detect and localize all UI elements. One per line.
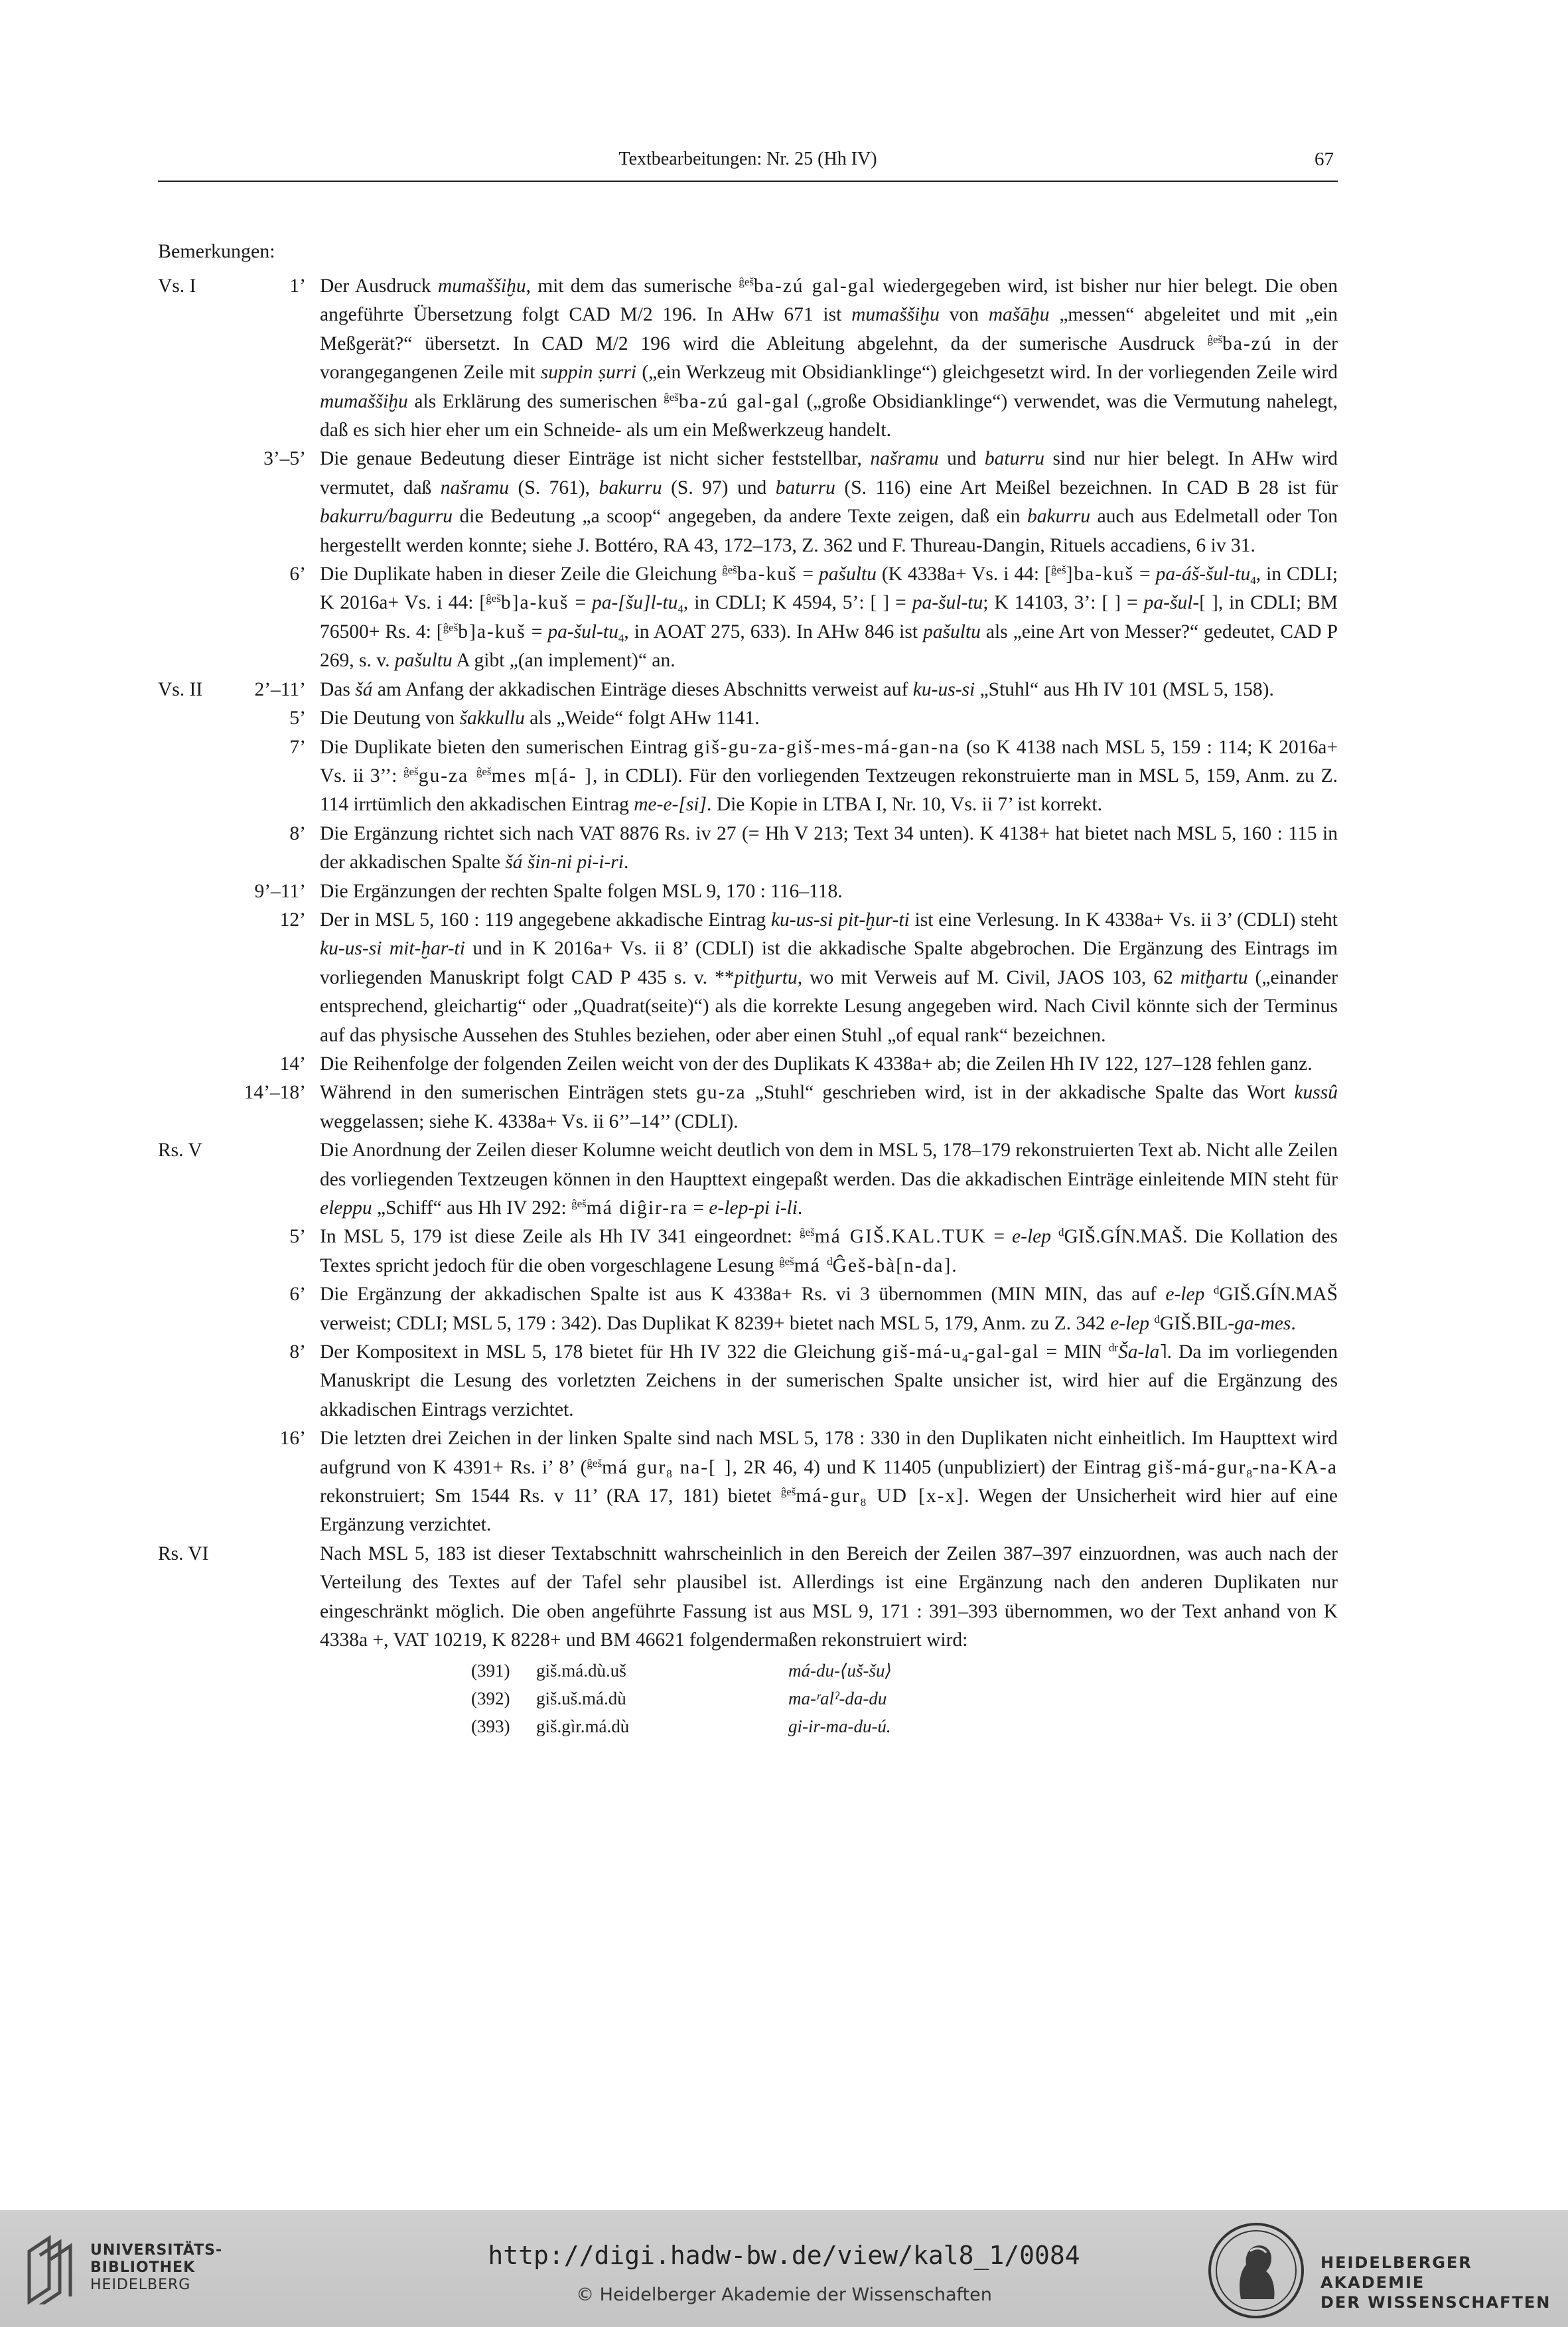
sumerian-term: na-[ ] <box>672 1456 733 1478</box>
text-run: sind nur hier belegt. In AHw wird vermutet, daß <box>320 448 1338 498</box>
remarks-heading: Bemerkungen: <box>158 240 275 262</box>
determinative: ĝeš <box>739 275 754 288</box>
sign-index: 4 <box>962 1352 968 1365</box>
text-run: A gibt „(an implement)“ an. <box>452 650 676 672</box>
academy-name <box>1320 2253 1568 2312</box>
commentary-entry <box>158 1079 1338 1136</box>
sign-index: 4 <box>677 603 683 616</box>
text-run: = <box>688 1197 709 1219</box>
copyright-notice: © Heidelberger Akademie der Wissenschaften <box>576 2285 992 2305</box>
text-run: = <box>569 592 592 614</box>
sumerian-term: má diĝir-ra <box>586 1197 689 1219</box>
akkadian-term: bakurru <box>1027 506 1091 528</box>
akkadian-term: pašultu <box>394 650 453 672</box>
determinative: ĝeš <box>587 1456 603 1469</box>
column-label: Vs. II <box>158 678 203 700</box>
commentary-entry <box>158 560 1338 676</box>
text-run: Der in MSL 5, 160 : 119 angegebene akkadische Eintrag <box>320 909 771 931</box>
line-number: (393) <box>471 1716 510 1736</box>
determinative: ĝeš <box>779 1254 794 1268</box>
text-run: Der Kompositext in MSL 5, 178 bietet für Hh IV 322 die Gleichung <box>320 1341 883 1363</box>
sign-index: 4 <box>618 631 624 644</box>
determinative: d <box>1213 1284 1220 1297</box>
text-run: Nach MSL 5, 183 ist dieser Textabschnitt wahrscheinlich in den Bereich der Zeilen 387–397 einzuordnen, was auch nach der Verteilung des Textes auf der Tafel sehr plausibel ist. Allerdings ist eine Ergänzung nach den anderen Duplikaten nur eingeschränkt möglich. Die oben angeführte Fassung ist aus MSL 9, 171 : 391–393 übernommen, wo der Text anhand von K 4338a +, VAT 10219, K 8228+ und BM 46621 folgendermaßen rekonstruiert wird: <box>320 1542 1338 1651</box>
text-run: (so K 4138 nach MSL 5, 159 : 114; K 2016a+ Vs. ii 3’’: <box>320 736 1338 787</box>
text-run: und in K 2016a+ Vs. ii 8’ (CDLI) ist die akkadische Spalte abgebrochen. Die Ergänzung des Eintrags im vorliegenden Manuskript folgt CAD P 435 s. v. ** <box>320 938 1338 988</box>
sign-index: 4 <box>1250 574 1256 587</box>
sumerian-term: ba-kuš <box>737 563 798 585</box>
text-run: . <box>1291 1312 1296 1334</box>
sumerian-term: Ĝeš-bà[n-da] <box>832 1254 952 1276</box>
text-run: , in CDLI; K 4594, 5’: [ ] = <box>683 592 912 614</box>
akkadian-term: mitḫartu <box>1180 966 1248 988</box>
entry-text <box>320 1136 1338 1223</box>
akkadian-term: kussû <box>1294 1082 1338 1104</box>
line-reference: 6’ <box>289 1284 306 1306</box>
commentary-entry <box>158 676 1338 704</box>
text-run: (S. 761), <box>509 477 599 498</box>
sumerian-term: ba-zú gal-gal <box>754 275 876 297</box>
text-run: . Die Kopie in LTBA I, Nr. 10, Vs. ii 7’ ist korrekt. <box>707 794 1102 816</box>
line-reference: 12’ <box>279 909 306 931</box>
sign-index: 8 <box>860 1496 867 1509</box>
commentary-entry <box>158 1540 1338 1655</box>
determinative: d <box>827 1254 833 1268</box>
akkadian-term: mumaššiḫu <box>437 275 526 297</box>
commentary-entry <box>158 1136 1338 1223</box>
akkadian-term: pa-áš-šul-tu <box>1155 563 1251 585</box>
akkadian-reading: gi-ir-ma-du-ú. <box>788 1716 891 1736</box>
sumerian-term: giš-má-u <box>882 1341 963 1363</box>
akkadian-term: ku-us-si pit-ḫur-ti <box>770 909 910 931</box>
text-run: ist eine Verlesung. In K 4338a+ Vs. ii 3’ (CDLI) steht <box>909 909 1338 931</box>
akkadian-term: me-e-[si] <box>634 794 707 816</box>
entry-text <box>320 1338 1338 1424</box>
determinative: r <box>1114 1341 1119 1355</box>
akkadian-term: e-lep <box>1110 1312 1150 1334</box>
text-run: Das <box>320 678 356 700</box>
commentary-entry <box>158 1424 1338 1540</box>
entry-text <box>320 445 1338 560</box>
text-run: Die Anordnung der Zeilen dieser Kolumne weicht deutlich von dem in MSL 5, 178–179 rekonstruierten Text ab. Nicht alle Zeilen des vorliegenden Textzeugen können in den Haupttext eingepaßt werden. Das die akkadischen Einträge einleitende MIN steht für <box>320 1140 1338 1190</box>
akkadian-term: e-lep-pi i-li <box>709 1197 798 1219</box>
reconstruction-row <box>471 1685 1338 1712</box>
commentary-entries <box>158 272 1338 1655</box>
text-run <box>1051 1226 1058 1247</box>
line-reference: 16’ <box>279 1428 306 1450</box>
text-run: (S. 97) und <box>662 477 776 498</box>
sumerian-term: gu-za <box>418 765 476 787</box>
entry-text <box>320 1424 1338 1540</box>
text-run: Die Ergänzung der akkadischen Spalte ist aus K 4338a+ Rs. vi 3 übernommen (MIN MIN, das auf <box>320 1284 1166 1306</box>
sumerian-term: gu-za <box>696 1082 747 1104</box>
determinative: ĝeš <box>780 1485 796 1499</box>
sumerian-term: -gal-gal <box>967 1341 1040 1363</box>
text-run: Während in den sumerischen Einträgen stets <box>320 1082 697 1104</box>
text-run: Die Duplikate bieten den sumerischen Eintrag <box>320 736 694 758</box>
column-label: Vs. I <box>158 275 196 297</box>
text-run: In MSL 5, 179 ist diese Zeile als Hh IV 341 eingeordnet: <box>320 1226 800 1248</box>
sumerian-term: ba-zú gal-gal <box>678 390 800 412</box>
entry-text <box>320 906 1338 1050</box>
text-run: („einander entsprechend, gleichartig“ oder „Quadrat(seite)“) als die korrekte Lesung angegeben wird. Nach Civil könnte sich der Terminus auf das physische Aussehen des Stuhles beziehen, oder aber einen Stuhl „of equal rank“ bezeichnen. <box>320 966 1338 1046</box>
akkadian-term: pa-šul- <box>1143 592 1200 614</box>
text-run: („große Obsidianklinge“) verwendet, was die Vermutung nahelegt, daß es sich hier eher um ein Schneide- als um ein Meßwerkzeug handelt. <box>320 390 1338 441</box>
akkadian-term: šá <box>355 678 373 700</box>
text-run: GIŠ.BIL- <box>1159 1312 1235 1334</box>
determinative: ĝeš <box>443 621 459 634</box>
akkadian-term: mašāḫu <box>988 304 1050 326</box>
determinative: ĝeš <box>1207 333 1223 346</box>
determinative: d <box>1108 1341 1115 1355</box>
sumerian-reading: giš.uš.má.dù <box>536 1688 626 1708</box>
commentary-entry <box>158 877 1338 906</box>
library-name-line: UNIVERSITÄTS- <box>90 2242 223 2259</box>
line-reference: 14’–18’ <box>244 1082 306 1104</box>
entry-text <box>320 820 1338 877</box>
determinative: ĝeš <box>403 765 419 778</box>
commentary-entry <box>158 704 1338 733</box>
determinative: d <box>1058 1226 1064 1239</box>
entry-text <box>320 1079 1338 1136</box>
akkadian-term: šá šin-ni pi-i-ri <box>505 852 624 873</box>
determinative: d <box>1154 1312 1160 1325</box>
text-run: , in CDLI; K 2016a+ Vs. i 44: [ <box>320 563 1338 614</box>
commentary-entry <box>158 733 1338 820</box>
sumerian-term: b]a-kuš <box>458 621 526 642</box>
line-reference: 2’–11’ <box>254 678 306 700</box>
akkadian-term: našramu <box>440 477 510 498</box>
commentary-entry <box>158 1338 1338 1424</box>
akkadian-term: pa-[šu]l-tu <box>591 592 678 614</box>
determinative: ĝeš <box>571 1197 587 1210</box>
line-reference: 14’ <box>279 1053 306 1075</box>
running-title: Textbearbeitungen: Nr. 25 (Hh IV) <box>618 149 877 169</box>
text-run: . <box>952 1254 957 1276</box>
text-run: weggelassen; siehe K. 4338a+ Vs. ii 6’’–14’’ (CDLI). <box>320 1110 739 1132</box>
sumerian-term: ba-zú <box>1222 333 1273 354</box>
text-run: („ein Werkzeug mit Obsidianklinge“) gleichgesetzt wird. In der vorliegenden Zeile wird <box>636 362 1338 384</box>
determinative: ĝeš <box>722 563 737 577</box>
sumerian-term: má <box>794 1254 827 1276</box>
text-run: GIŠ.GÍN.MAŠ. Die Kollation des Textes spricht jedoch für die oben vorgeschlagene Lesung <box>320 1226 1338 1276</box>
line-reference: 7’ <box>289 736 306 758</box>
text-run: , wo mit Verweis auf M. Civil, JAOS 103, 62 <box>797 966 1180 988</box>
determinative: ĝeš <box>1050 563 1066 577</box>
sumerian-reading: giš.gìr.má.dù <box>536 1716 630 1736</box>
sign-index: 8 <box>1246 1467 1252 1480</box>
text-run: „messen“ abgeleitet und mit „ein Meßgerät?“ übersetzt. In CAD M/2 196 wird die Ableitung abgelehnt, da der sumerische Ausdruck <box>320 304 1338 354</box>
text-run: GIŠ.GÍN.MAŠ verweist; CDLI; MSL 5, 179 : 342). Das Duplikat K 8239+ bietet nach MSL 5, 179, Anm. zu Z. 342 <box>320 1284 1338 1334</box>
akkadian-term: bakurru/bagurru <box>320 506 453 528</box>
text-run: . <box>623 852 629 873</box>
sumerian-term: má GIŠ.KAL.TUK <box>814 1226 987 1248</box>
line-reference: 9’–11’ <box>254 880 306 902</box>
akkadian-term: mumaššiḫu <box>851 304 940 326</box>
entry-text <box>320 1540 1338 1655</box>
commentary-entry <box>158 445 1338 560</box>
commentary-entry <box>158 272 1338 445</box>
entry-text <box>320 676 1338 704</box>
text-run: Der Ausdruck <box>320 275 438 297</box>
determinative: ĝeš <box>476 765 492 778</box>
sumerian-term: giš-gu-za-giš-mes-má-gan-na <box>693 736 960 758</box>
line-number: (392) <box>471 1688 510 1708</box>
akkadian-term: pašultu <box>818 563 877 585</box>
entry-text <box>320 1050 1338 1079</box>
text-run: ; K 14103, 3’: [ ] = <box>983 592 1144 614</box>
text-run: , 2R 46, 4) und K 11405 (unpubliziert) der Eintrag <box>732 1456 1148 1478</box>
sumerian-reading: giš.má.dù.uš <box>536 1660 626 1681</box>
text-run: Die Deutung von <box>320 708 460 729</box>
akkadian-reading: má-du-⟨uš-šu⟩ <box>788 1660 892 1681</box>
text-run: „Stuhl“ aus Hh IV 101 (MSL 5, 158). <box>975 678 1274 700</box>
text-run: Die Ergänzungen der rechten Spalte folgen MSL 9, 170 : 116–118. <box>320 880 843 902</box>
text-run: „Schiff“ aus Hh IV 292: <box>372 1197 572 1219</box>
text-run: als „Weide“ folgt AHw 1141. <box>524 708 760 729</box>
akkadian-term: eleppu <box>320 1197 372 1219</box>
sumerian-term: giš-má-gur <box>1147 1456 1247 1478</box>
line-reference: 5’ <box>289 708 306 729</box>
text-run: Die Duplikate haben in dieser Zeile die Gleichung <box>320 563 723 585</box>
text-run: = <box>986 1226 1013 1248</box>
commentary-entry <box>158 1050 1338 1079</box>
reconstruction-row <box>471 1712 1338 1740</box>
entry-text <box>320 877 1338 906</box>
sumerian-term: -na-KA-a <box>1251 1456 1338 1478</box>
akkadian-term: pašultu <box>923 621 981 642</box>
page-number: 67 <box>1315 149 1334 170</box>
akkadian-term: e-lep <box>1165 1284 1205 1306</box>
academy-name-line: DER WISSENSCHAFTEN <box>1320 2293 1551 2312</box>
akkadian-term: e-lep <box>1012 1226 1051 1248</box>
line-number: (391) <box>471 1660 510 1681</box>
column-label: Rs. VI <box>158 1542 209 1564</box>
akkadian-term: pa-šul-tu <box>912 592 983 614</box>
text-run: wiedergegeben wird, ist bisher nur hier belegt. Die oben angeführte Übersetzung folgt CAD M/2 196. In AHw 671 ist <box>320 275 1338 326</box>
akkadian-reading: ma-ʳalˀ-da-du <box>788 1688 887 1708</box>
text-run: Die Reihenfolge der folgenden Zeilen weicht von der des Duplikats K 4338a+ ab; die Zeilen Hh IV 122, 127–128 fehlen ganz. <box>320 1053 1313 1075</box>
sumerian-term: má gur <box>602 1456 667 1478</box>
commentary-body <box>158 272 1338 1740</box>
sumerian-term: má-gur <box>796 1485 861 1507</box>
text-run: ˥. Da im vorliegenden Manuskript die Lesung des vorletzten Zeichens in der sumerischen Spalte unsicher ist, wird hier auf die Ergänzung des akkadischen Eintrags verzichtet. <box>320 1341 1338 1420</box>
line-reference: 3’–5’ <box>263 448 306 470</box>
sumerian-term: ]ba-kuš <box>1066 563 1135 585</box>
line-reference: 6’ <box>289 563 306 585</box>
text-run: auch aus Edelmetall oder Ton hergestellt werden konnte; siehe J. Bottéro, RA 43, 172–173, Z. 362 und F. Thureau-Dangin, Rituels accadiens, 6 iv 31. <box>320 506 1338 556</box>
sumerian-term: mes m[á- ] <box>491 765 593 787</box>
text-run: = <box>526 621 548 642</box>
reconstruction-table <box>471 1657 1338 1740</box>
academy-seal-icon <box>1206 2221 1306 2320</box>
text-run: „Stuhl“ geschrieben wird, ist in der akkadische Spalte das Wort <box>746 1082 1295 1104</box>
akkadian-term: Ša-la <box>1118 1341 1160 1363</box>
text-run: . <box>797 1197 803 1219</box>
akkadian-term: ga-mes <box>1234 1312 1291 1334</box>
text-run: Die genaue Bedeutung dieser Einträge ist nicht sicher feststellbar, <box>320 448 871 470</box>
text-run: Die letzten drei Zeichen in der linken Spalte sind nach MSL 5, 178 : 330 in den Duplikaten nicht einheitlich. Im Haupttext wird aufgrund von K 4391+ Rs. i’ 8’ ( <box>320 1428 1338 1478</box>
line-reference: 8’ <box>289 1341 306 1363</box>
line-reference: 8’ <box>289 822 306 844</box>
library-name-line: BIBLIOTHEK <box>90 2259 196 2276</box>
entry-text <box>320 560 1338 676</box>
text-run: (K 4338a+ Vs. i 44: [ <box>876 563 1051 585</box>
akkadian-term: suppin ṣurri <box>540 362 637 384</box>
text-run: = <box>797 563 819 585</box>
text-run <box>1204 1284 1214 1305</box>
text-run: als „eine Art von Messer?“ gedeutet, CAD P 269, s. v. <box>320 621 1338 672</box>
text-run: = <box>1134 563 1156 585</box>
text-run: und <box>938 448 985 470</box>
determinative: ĝeš <box>664 390 679 404</box>
running-head <box>158 149 1338 182</box>
commentary-entry <box>158 906 1338 1050</box>
akkadian-term: šakkullu <box>459 708 525 729</box>
text-run: rekonstruiert; Sm 1544 Rs. v 11’ (RA 17, 181) bietet <box>320 1485 781 1507</box>
entry-text <box>320 272 1338 445</box>
akkadian-term: baturru <box>984 448 1045 470</box>
library-name-line: HEIDELBERG <box>90 2277 191 2293</box>
entry-text <box>320 733 1338 820</box>
akkadian-term: ku-us-si mit-ḫar-ti <box>320 938 465 960</box>
digitization-footer <box>0 2210 1568 2327</box>
akkadian-term: pitḫurtu <box>734 966 798 988</box>
reconstruction-row <box>471 1657 1338 1685</box>
entry-text <box>320 1223 1338 1280</box>
text-run: von <box>939 304 989 326</box>
text-run: als Erklärung des sumerischen <box>407 390 664 412</box>
entry-text <box>320 1280 1338 1338</box>
akkadian-term: mumaššiḫu <box>320 390 408 412</box>
akkadian-term: ku-us-si <box>912 678 975 700</box>
akkadian-term: baturru <box>775 477 835 498</box>
akkadian-term: našramu <box>870 448 939 470</box>
permalink-url[interactable]: http://digi.hadw-bw.de/view/kal8_1/0084 <box>488 2241 1080 2270</box>
column-label: Rs. V <box>158 1140 202 1162</box>
determinative: ĝeš <box>800 1226 815 1239</box>
text-run: [ ], in CDLI; BM 76500+ Rs. 4: [ <box>320 592 1338 642</box>
text-run: in der vorangegangenen Zeile mit <box>320 333 1338 384</box>
text-run: , in AOAT 275, 633). In AHw 846 ist <box>624 621 924 642</box>
commentary-entry <box>158 1280 1338 1338</box>
text-run: die Bedeutung „a scoop“ angegeben, da andere Texte zeigen, daß ein <box>452 506 1028 528</box>
text-run: = MIN <box>1039 1341 1109 1363</box>
academy-name-line: HEIDELBERGER AKADEMIE <box>1320 2253 1472 2292</box>
line-reference: 5’ <box>289 1226 306 1248</box>
sumerian-term: b]a-kuš <box>500 592 569 614</box>
akkadian-term: bakurru <box>599 477 662 498</box>
line-reference: 1’ <box>289 275 306 297</box>
sign-index: 8 <box>666 1467 672 1480</box>
sumerian-term: UD [x-x] <box>866 1485 965 1507</box>
text-run: , mit dem das sumerische <box>526 275 739 297</box>
commentary-entry <box>158 820 1338 877</box>
text-run: (S. 116) eine Art Meißel bezeichnen. In CAD B 28 ist für <box>835 477 1338 498</box>
text-run: , in CDLI). Für den vorliegenden Textzeugen rekonstruierte man in MSL 5, 159, Anm. zu Z. 114 irrtümlich den akkadischen Eintrag <box>320 765 1338 816</box>
determinative: ĝeš <box>486 592 501 605</box>
text-run: am Anfang der akkadischen Einträge dieses Abschnitts verweist auf <box>372 678 913 700</box>
text-run: . Wegen der Unsicherheit wird hier auf eine Ergänzung verzichtet. <box>320 1485 1338 1536</box>
akkadian-term: pa-šul-tu <box>547 621 618 642</box>
commentary-entry <box>158 1223 1338 1280</box>
entry-text <box>320 704 1338 733</box>
text-run: Die Ergänzung richtet sich nach VAT 8876 Rs. iv 27 (= Hh V 213; Text 34 unten). K 4138+ hat bietet nach MSL 5, 160 : 115 in der akkadischen Spalte <box>320 822 1338 873</box>
